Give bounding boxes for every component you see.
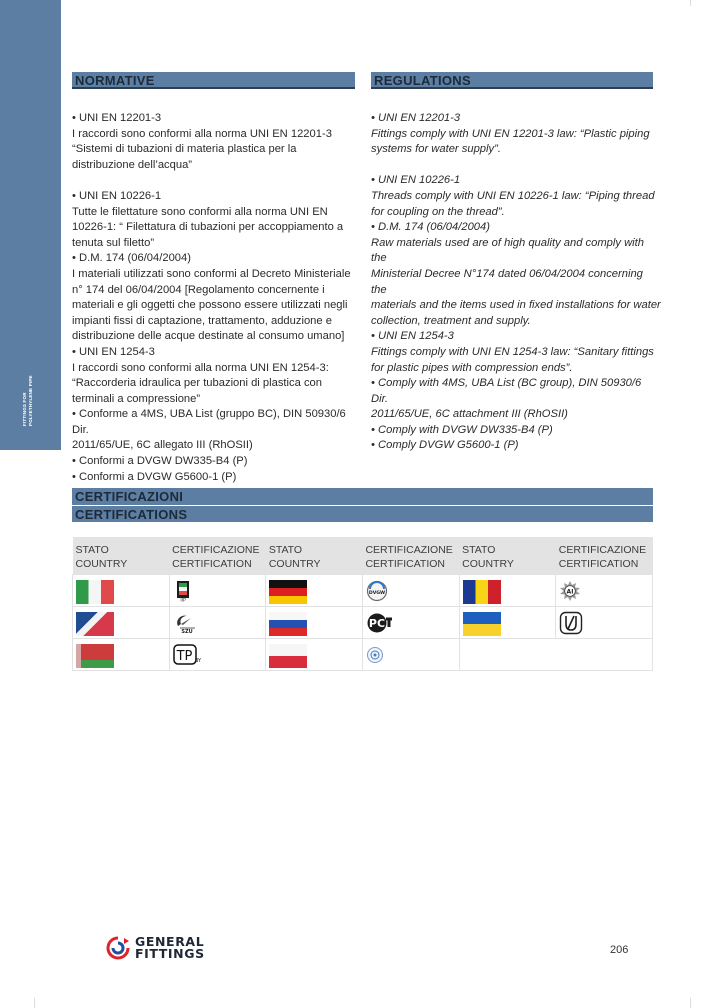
svg-text:TP: TP <box>176 648 193 664</box>
poland-flag <box>269 644 307 668</box>
text-line: I materiali utilizzati sono conformi al Decreto Ministeriale <box>72 267 351 280</box>
certificazioni-heading: CERTIFICAZIONI <box>72 488 653 505</box>
country-cell <box>266 639 363 671</box>
text-line: materiali e gli oggetti che possono essere utilizzati negli <box>72 299 348 312</box>
cert-cell <box>362 575 459 607</box>
text-line: impianti fissi di captazione, trattamento, adduzione e <box>72 314 332 327</box>
country-cell <box>73 607 170 639</box>
svg-text:AI: AI <box>566 587 574 595</box>
cert-cell <box>169 639 266 671</box>
text-line: 2011/65/UE, 6C attachment III (RhOSII) <box>371 408 568 421</box>
brand-line1: GENERAL <box>135 934 205 949</box>
text-line: Raw materials used are of high quality and comply with the <box>371 236 644 265</box>
cert-cell <box>362 639 459 671</box>
col-header: CERTIFICAZIONE CERTIFICATION <box>362 537 459 575</box>
general-fittings-logo-icon <box>105 935 131 961</box>
table-row <box>73 607 653 639</box>
ai-mark-icon <box>559 580 581 602</box>
crop-mark <box>24 998 35 1008</box>
text-line: “Sistemi di tubazioni di materia plastica per la <box>72 143 297 156</box>
normative-text <box>72 111 362 485</box>
text-line: distribuzione dell’acqua” <box>72 158 193 171</box>
ua-mark-icon <box>559 611 583 635</box>
text-line: • UNI EN 12201-3 <box>72 112 162 124</box>
regulations-heading: REGULATIONS <box>371 72 653 89</box>
cert-cell <box>169 575 266 607</box>
table-header-row <box>73 537 653 575</box>
side-tab-label-line2: POLYETHYLENE PIPE <box>27 375 33 426</box>
text-line: for plastic pipes with compression ends”. <box>371 361 573 374</box>
text-line: 2011/65/UE, 6C allegato III (RhOSII) <box>72 439 253 452</box>
text-line: terminali a compressione” <box>72 392 201 405</box>
text-line: Tutte le filettature sono conformi alla norma UNI EN <box>72 205 328 218</box>
text-line: for coupling on the thread”. <box>371 205 505 218</box>
normative-heading: NORMATIVE <box>72 72 355 89</box>
text-line: • D.M. 174 (06/04/2004) <box>371 221 490 234</box>
country-cell <box>266 575 363 607</box>
text-line: I raccordi sono conformi alla norma UNI EN 1254-3: <box>72 361 329 374</box>
regulations-text <box>371 111 661 454</box>
table-row <box>73 575 653 607</box>
iip-mark-icon <box>173 580 193 602</box>
country-cell <box>459 607 556 639</box>
country-cell <box>266 607 363 639</box>
col-header: CERTIFICAZIONE CERTIFICATION <box>556 537 653 575</box>
country-cell <box>73 639 170 671</box>
cert-cell <box>169 607 266 639</box>
side-tab-label <box>22 375 33 426</box>
tp-by-mark-icon <box>173 643 203 667</box>
text-line: tenuta sul filetto” <box>72 236 155 249</box>
side-tab-label-line1: FITTINGS FOR <box>22 392 27 426</box>
text-line: n° 174 del 06/04/2004 [Regolamento concernente i <box>72 283 325 296</box>
ukraine-flag <box>463 612 501 636</box>
text-line: Fittings comply with UNI EN 1254-3 law: “Sanitary fittings <box>371 345 654 358</box>
brand-line2: FITTINGS <box>135 946 205 961</box>
certifications-table <box>72 537 653 671</box>
cert-cell <box>362 607 459 639</box>
text-line: collection, treatment and supply. <box>371 314 531 327</box>
table-row <box>73 639 653 671</box>
svg-text:SZU: SZU <box>181 628 193 634</box>
svg-text:DVGW: DVGW <box>368 590 386 596</box>
text-line: systems for water supply”. <box>371 143 501 156</box>
brand-logo <box>105 935 205 961</box>
cert-cell <box>556 607 653 639</box>
text-line: • UNI EN 10226-1 <box>371 174 461 187</box>
text-line: • Comply with DVGW DW335-B4 (P) <box>371 423 553 436</box>
text-line: I raccordi sono conformi alla norma UNI EN 12201-3 <box>72 127 332 140</box>
text-line: materials and the items used in fixed installations for water <box>371 299 661 312</box>
brand-wordmark <box>135 936 205 960</box>
szu-mark-icon <box>173 612 197 634</box>
svg-text:IIP: IIP <box>179 598 186 602</box>
text-line: • D.M. 174 (06/04/2004) <box>72 252 191 265</box>
col-header: CERTIFICAZIONE CERTIFICATION <box>169 537 266 575</box>
text-line: Threads comply with UNI EN 10226-1 law: “Piping thread <box>371 189 655 202</box>
russia-flag <box>269 612 307 636</box>
italy-flag <box>76 580 114 604</box>
text-line: “Raccorderia idraulica per tubazioni di plastica con <box>72 377 322 390</box>
text-line: • Conformi a DVGW G5600-1 (P) <box>72 470 237 483</box>
crop-mark <box>690 0 701 6</box>
certifications-heading: CERTIFICATIONS <box>72 505 653 522</box>
pct-mark-icon <box>366 612 394 634</box>
czech-flag <box>76 612 114 636</box>
page-number: 206 <box>610 944 629 956</box>
empty-cell <box>459 639 652 671</box>
romania-flag <box>463 580 501 604</box>
text-line: • Conforme a 4MS, UBA List (gruppo BC), DIN 50930/6 Dir. <box>72 408 346 436</box>
cert-cell <box>556 575 653 607</box>
svg-text:PC: PC <box>368 616 386 630</box>
text-line: • Comply DVGW G5600-1 (P) <box>371 439 519 452</box>
crop-mark <box>690 998 701 1008</box>
text-line: 10226-1: “ Filettatura di tubazioni per accoppiamento a <box>72 221 344 234</box>
germany-flag <box>269 580 307 604</box>
svg-text:BY: BY <box>194 657 201 664</box>
text-line: Ministerial Decree N°174 dated 06/04/2004 concerning the <box>371 267 643 296</box>
dvgw-mark-icon <box>366 580 388 602</box>
text-line: • Conformi a DVGW DW335-B4 (P) <box>72 455 248 468</box>
text-line: • UNI EN 12201-3 <box>371 112 461 124</box>
col-header: STATO COUNTRY <box>459 537 556 575</box>
country-cell <box>73 575 170 607</box>
text-line: • UNI EN 10226-1 <box>72 189 162 202</box>
text-line: • Comply with 4MS, UBA List (BC group), DIN 50930/6 Dir. <box>371 377 642 405</box>
text-line: Fittings comply with UNI EN 12201-3 law: “Plastic piping <box>371 127 650 140</box>
pzh-mark-icon <box>366 646 384 664</box>
country-cell <box>459 575 556 607</box>
belarus-flag <box>76 644 114 668</box>
text-line: distribuzione delle acque destinate al consumo umano] <box>72 330 345 343</box>
text-line: • UNI EN 1254-3 <box>72 345 155 358</box>
col-header: STATO COUNTRY <box>73 537 170 575</box>
text-line: • UNI EN 1254-3 <box>371 330 454 343</box>
col-header: STATO COUNTRY <box>266 537 363 575</box>
